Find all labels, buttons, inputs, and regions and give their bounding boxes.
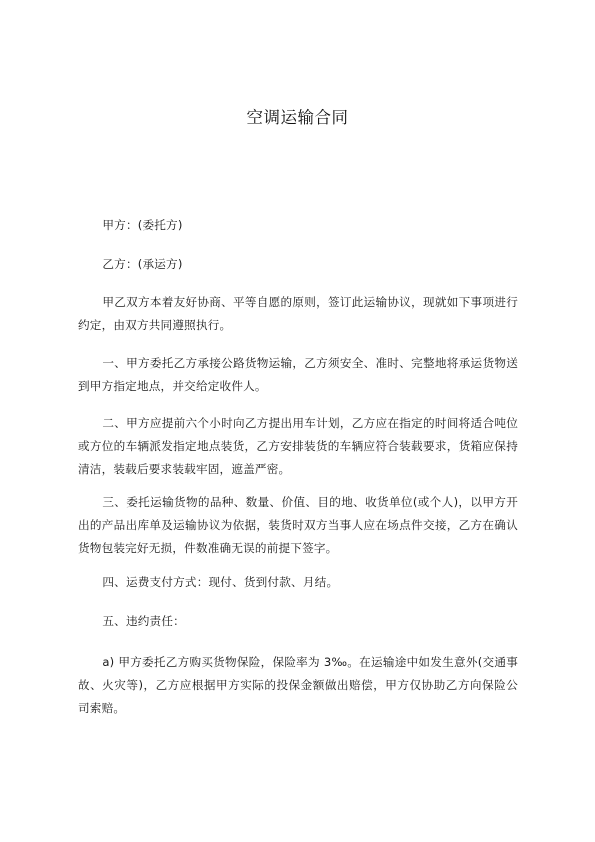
clause-5a-paragraph: a) 甲方委托乙方购买货物保险，保险率为 3‰。在运输途中如发生意外(交通事故、火灾等)，乙方应根据甲方实际的投保金额做出赔偿，甲方仅协助乙方向保险公司索赔。 — [78, 655, 518, 715]
party-a-line: 甲方：(委托方) — [102, 218, 183, 232]
clause-5-heading: 五、违约责任： — [102, 614, 185, 628]
clause-3-paragraph: 三、委托运输货物的品种、数量、价值、目的地、收货单位(或个人)，以甲方开出的产品出库单及运输协议为依据，装货时双方当事人应在场点件交接，乙方在确认货物包装完好无损，件数准确无误的前提下签字。 — [78, 495, 518, 555]
party-b-line: 乙方：(承运方) — [102, 257, 183, 271]
document-title: 空调运输合同 — [246, 108, 349, 127]
clause-1-paragraph: 一、甲方委托乙方承接公路货物运输，乙方须安全、准时、完整地将承运货物送到甲方指定地点，并交给定收件人。 — [78, 356, 518, 393]
clause-4-paragraph: 四、运费支付方式：现付、货到付款、月结。 — [102, 575, 339, 589]
clause-2-paragraph: 二、甲方应提前六个小时向乙方提出用车计划，乙方应在指定的时间将适合吨位或方位的车辆派发指定地点装货，乙方安排装货的车辆应符合装载要求，货箱应保持清洁，装载后要求装载牢固，遮盖严密。 — [78, 416, 518, 476]
preamble-paragraph: 甲乙双方本着友好协商、平等自愿的原则，签订此运输协议，现就如下事项进行约定，由双方共同遵照执行。 — [78, 295, 518, 332]
